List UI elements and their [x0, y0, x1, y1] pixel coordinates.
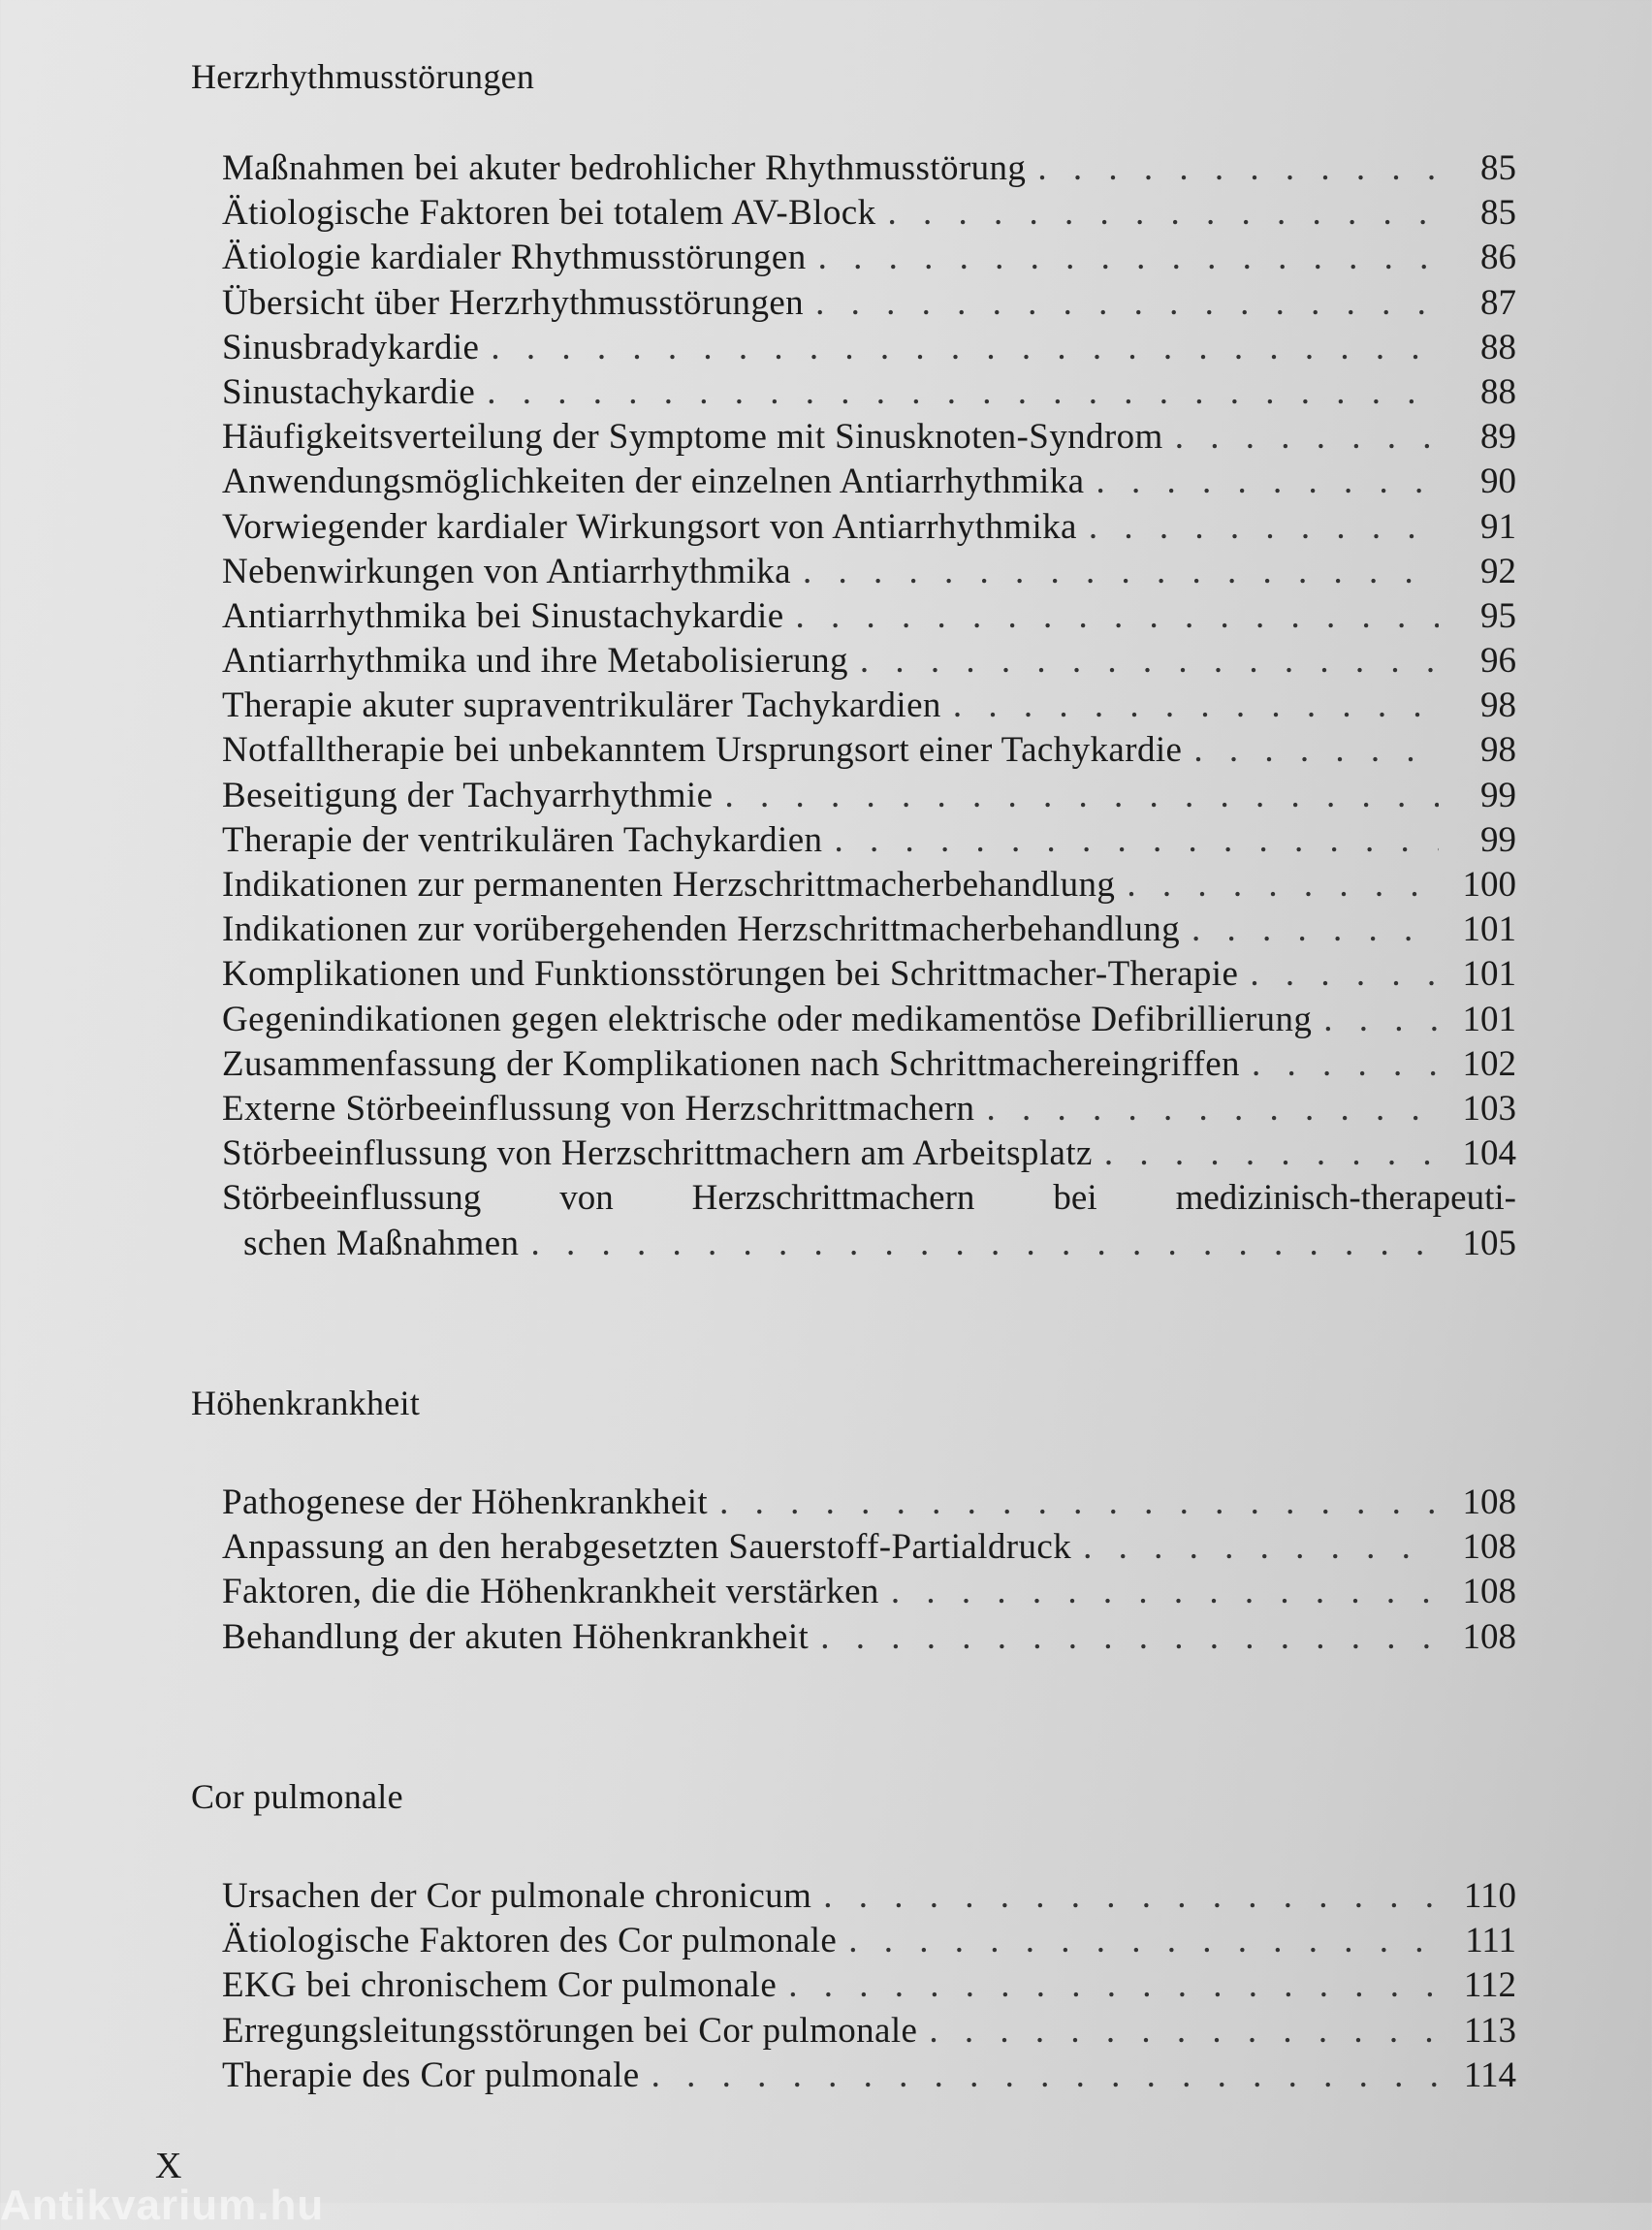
entry-page: 91	[1480, 506, 1516, 547]
entry-label: EKG bei chronischem Cor pulmonale	[222, 1965, 778, 2006]
entry-label-line1	[222, 1177, 1516, 1222]
toc-entry	[222, 864, 1516, 908]
entry-page: 89	[1480, 417, 1516, 458]
leader-dots	[815, 282, 1439, 324]
toc-entry	[222, 595, 1516, 640]
toc-entry	[222, 640, 1516, 685]
leader-dots	[719, 1481, 1439, 1523]
toc-entry	[222, 416, 1516, 461]
entry-page: 105	[1462, 1223, 1516, 1263]
toc-entry	[222, 729, 1516, 774]
entry-page: 98	[1480, 730, 1516, 771]
leader-dots	[818, 237, 1439, 278]
leader-dots	[651, 2055, 1439, 2096]
toc-entry	[222, 819, 1516, 864]
toc-list-hoehenkrankheit	[222, 1481, 1516, 1661]
section-title-hoehenkrankheit: Höhenkrankheit	[191, 1384, 421, 1422]
entry-label: Übersicht über Herzrhythmusstörungen	[222, 282, 805, 323]
leader-dots	[803, 551, 1439, 592]
entry-label: Sinusbradykardie	[222, 327, 480, 367]
entry-label: Ätiologische Faktoren bei totalem AV-Block	[222, 193, 876, 234]
leader-dots	[891, 1571, 1439, 1612]
toc-entry	[222, 551, 1516, 595]
entry-label: Ursachen der Cor pulmonale chronicum	[222, 1876, 812, 1916]
entry-page: 90	[1480, 462, 1516, 502]
toc-entry	[222, 1616, 1516, 1661]
toc-entry	[222, 685, 1516, 729]
toc-entry	[222, 506, 1516, 551]
entry-page: 104	[1462, 1133, 1516, 1174]
toc-list-cor-pulmonale	[222, 1875, 1516, 2099]
entry-page: 88	[1480, 371, 1516, 412]
page-marker: X	[155, 2146, 182, 2186]
entry-page: 87	[1480, 282, 1516, 323]
entry-word: bei	[1053, 1178, 1097, 1219]
entry-label: Therapie akuter supraventrikulärer Tachykardien	[222, 685, 941, 726]
entry-page: 101	[1462, 909, 1516, 950]
entry-page: 96	[1480, 641, 1516, 682]
toc-entry	[222, 775, 1516, 819]
toc-entry	[222, 1526, 1516, 1571]
entry-page: 95	[1480, 595, 1516, 636]
leader-dots	[888, 192, 1439, 234]
entry-label: Störbeeinflussung von Herzschrittmachern am Arbeitsplatz	[222, 1133, 1093, 1174]
entry-label: Komplikationen und Funktionsstörungen bei Schrittmacher-Therapie	[222, 954, 1239, 995]
toc-entry	[222, 1875, 1516, 1920]
leader-dots	[953, 685, 1439, 726]
entry-label: Externe Störbeeinflussung von Herzschrittmachern	[222, 1088, 975, 1129]
entry-page: 99	[1480, 775, 1516, 815]
leader-dots	[1104, 1132, 1439, 1174]
entry-label: Nebenwirkungen von Antiarrhythmika	[222, 551, 791, 591]
entry-page: 101	[1462, 954, 1516, 995]
leader-dots	[1250, 953, 1439, 995]
toc-entry	[222, 1481, 1516, 1526]
entry-label: Antiarrhythmika bei Sinustachykardie	[222, 595, 784, 636]
leader-dots	[823, 1875, 1439, 1917]
entry-page: 112	[1463, 1965, 1516, 2006]
leader-dots	[1323, 999, 1439, 1040]
leader-dots	[1083, 1526, 1439, 1568]
leader-dots	[929, 2010, 1439, 2052]
leader-dots	[1127, 864, 1439, 906]
entry-word: medizinisch-therapeuti-	[1175, 1178, 1516, 1219]
entry-label: Häufigkeitsverteilung der Symptome mit Sinusknoten-Syndrom	[222, 417, 1163, 458]
entry-word: Störbeeinflussung	[222, 1178, 482, 1219]
entry-label: Anpassung an den herabgesetzten Sauerstoff-Partialdruck	[222, 1527, 1072, 1568]
entry-label: Behandlung der akuten Höhenkrankheit	[222, 1616, 810, 1657]
toc-entry	[222, 2010, 1516, 2055]
entry-page: 113	[1463, 2010, 1516, 2051]
entry-page: 101	[1462, 999, 1516, 1039]
leader-dots	[491, 327, 1439, 368]
entry-label: Notfalltherapie bei unbekanntem Ursprungsort einer Tachykardie	[222, 730, 1183, 771]
toc-entry	[222, 327, 1516, 371]
entry-page: 85	[1480, 193, 1516, 234]
toc-entry-multiline	[222, 1177, 1516, 1266]
toc-entry	[222, 1571, 1516, 1615]
entry-label: schen Maßnahmen	[243, 1223, 520, 1263]
leader-dots	[1193, 729, 1439, 771]
leader-dots	[848, 1920, 1439, 1961]
entry-label: Therapie der ventrikulären Tachykardien	[222, 819, 823, 860]
entry-page: 114	[1463, 2055, 1516, 2095]
entry-page: 108	[1462, 1572, 1516, 1612]
entry-page: 88	[1480, 327, 1516, 367]
toc-entry	[222, 461, 1516, 505]
entry-page: 110	[1463, 1876, 1516, 1916]
toc-entry	[222, 2055, 1516, 2099]
toc-entry	[222, 1043, 1516, 1088]
toc-entry	[222, 908, 1516, 953]
entry-label: Ätiologie kardialer Rhythmusstörungen	[222, 238, 807, 278]
entry-label: Beseitigung der Tachyarrhythmie	[222, 775, 714, 815]
leader-dots	[788, 1964, 1439, 2006]
entry-label-line2	[222, 1223, 1516, 1267]
entry-label: Pathogenese der Höhenkrankheit	[222, 1482, 709, 1522]
entry-word: von	[559, 1178, 614, 1219]
leader-dots	[860, 640, 1439, 682]
entry-page: 85	[1480, 148, 1516, 188]
entry-page: 111	[1465, 1921, 1516, 1961]
entry-page: 92	[1480, 551, 1516, 591]
toc-entry	[222, 1920, 1516, 1964]
entry-page: 98	[1480, 685, 1516, 726]
entry-label: Antiarrhythmika und ihre Metabolisierung	[222, 641, 848, 682]
entry-label: Vorwiegender kardialer Wirkungsort von Antiarrhythmika	[222, 506, 1077, 547]
entry-page: 108	[1462, 1482, 1516, 1522]
toc-entry	[222, 192, 1516, 237]
leader-dots	[1252, 1043, 1439, 1085]
entry-label: Ätiologische Faktoren des Cor pulmonale	[222, 1921, 838, 1961]
entry-label: Maßnahmen bei akuter bedrohlicher Rhythmusstörung	[222, 148, 1027, 188]
entry-label: Indikationen zur permanenten Herzschrittmacherbehandlung	[222, 865, 1116, 905]
toc-entry	[222, 1132, 1516, 1177]
entry-label: Therapie des Cor pulmonale	[222, 2055, 640, 2095]
toc-entry	[222, 282, 1516, 327]
toc-entry	[222, 371, 1516, 416]
entry-page: 99	[1480, 819, 1516, 860]
leader-dots	[1175, 416, 1439, 458]
leader-dots	[820, 1616, 1439, 1658]
entry-label: Gegenindikationen gegen elektrische oder medikamentöse Defibrillierung	[222, 999, 1313, 1039]
toc-entry	[222, 1088, 1516, 1132]
entry-label: Faktoren, die die Höhenkrankheit verstärken	[222, 1572, 879, 1612]
leader-dots	[834, 819, 1439, 861]
leader-dots	[1037, 147, 1439, 189]
leader-dots	[487, 371, 1439, 413]
entry-page: 100	[1462, 865, 1516, 905]
entry-label: Indikationen zur vorübergehenden Herzschrittmacherbehandlung	[222, 909, 1181, 950]
toc-entry	[222, 1964, 1516, 2009]
entry-page: 108	[1462, 1527, 1516, 1568]
toc-entry	[222, 953, 1516, 998]
entry-label: Anwendungsmöglichkeiten der einzelnen Antiarrhythmika	[222, 462, 1085, 502]
entry-page: 86	[1480, 238, 1516, 278]
section-title-cor-pulmonale: Cor pulmonale	[191, 1777, 403, 1816]
leader-dots	[1096, 461, 1439, 502]
leader-dots	[1089, 506, 1439, 548]
toc-list-herzrhythmus	[222, 147, 1516, 1267]
leader-dots	[530, 1223, 1439, 1264]
leader-dots	[796, 595, 1439, 637]
toc-entry	[222, 999, 1516, 1043]
entry-page: 103	[1462, 1088, 1516, 1129]
entry-word: Herzschrittmachern	[691, 1178, 975, 1219]
section-title-herzrhythmus: Herzrhythmusstörungen	[191, 57, 535, 96]
entry-label: Zusammenfassung der Komplikationen nach Schrittmachereingriffen	[222, 1043, 1240, 1084]
leader-dots	[724, 775, 1439, 816]
leader-dots	[1191, 908, 1439, 950]
entry-label: Sinustachykardie	[222, 371, 476, 412]
watermark: Antikvarium.hu	[0, 2182, 325, 2229]
entry-label: Erregungsleitungsstörungen bei Cor pulmonale	[222, 2010, 918, 2051]
toc-entry	[222, 237, 1516, 281]
entry-page: 102	[1462, 1043, 1516, 1084]
leader-dots	[986, 1088, 1439, 1130]
entry-page: 108	[1462, 1616, 1516, 1657]
toc-entry	[222, 147, 1516, 192]
